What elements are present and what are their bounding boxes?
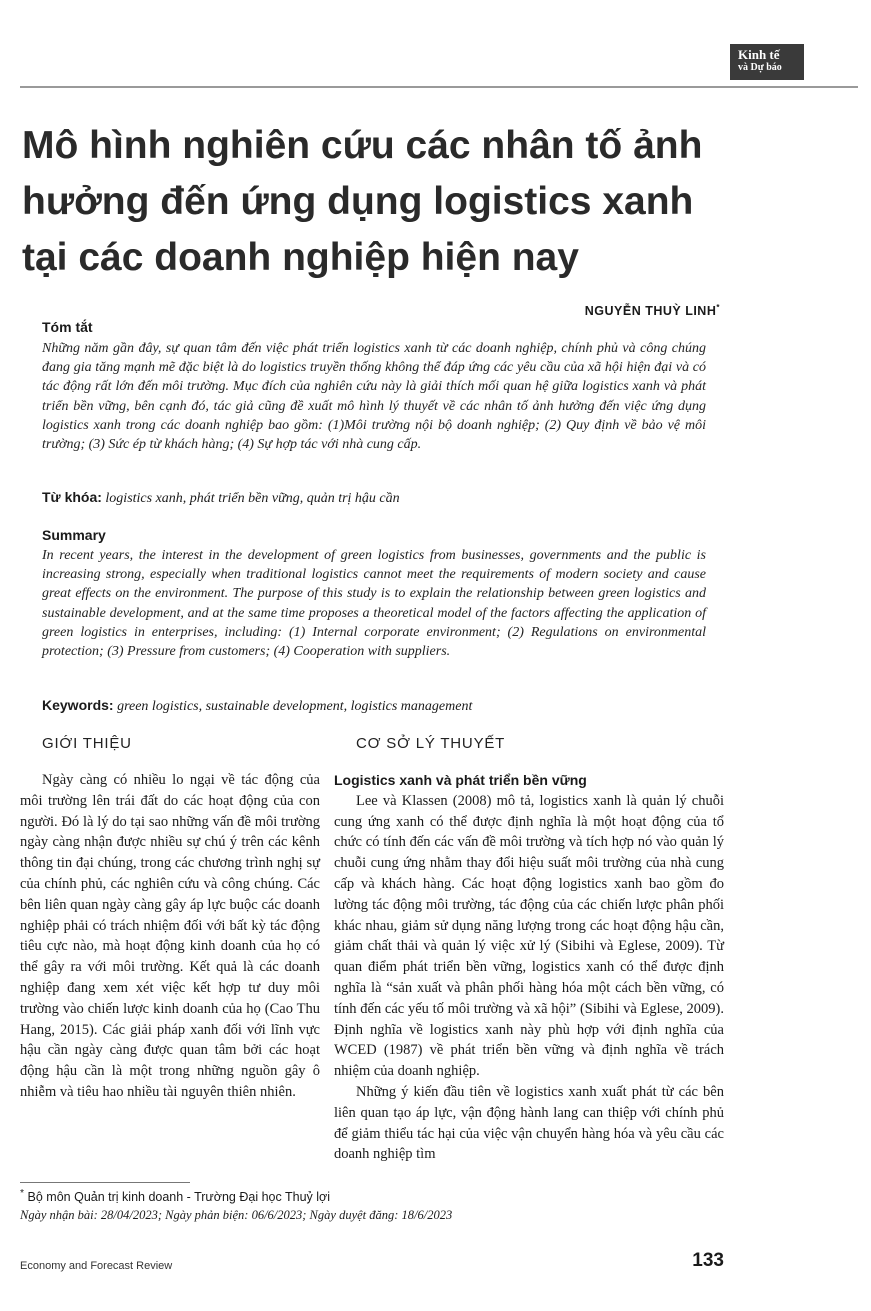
logo-line-2: và Dự báo	[738, 62, 782, 73]
author-text: NGUYỄN THUỲ LINH	[584, 304, 717, 319]
author-name	[470, 303, 720, 318]
intro-column	[20, 770, 320, 1103]
footnote-dates: Ngày nhận bài: 28/04/2023; Ngày phản biện: 06/6/2023; Ngày duyệt đăng: 18/6/2023	[20, 1208, 453, 1222]
theory-heading: CƠ SỞ LÝ THUYẾT	[356, 735, 506, 752]
keywords-vi-label: Từ khóa:	[42, 489, 102, 505]
journal-logo	[730, 44, 804, 80]
abstract-en-heading: Summary	[42, 527, 106, 543]
author-footnote-mark: *	[716, 303, 720, 312]
header-rule	[20, 86, 858, 88]
theory-subheading: Logistics xanh và phát triển bền vững	[334, 772, 587, 788]
intro-paragraph: Ngày càng có nhiều lo ngại về tác động của môi trường lên trái đất do các hoạt động của con người. Đó là lý do tại sao những vấn đề môi trường ngày càng nhận được nhiều sự chú ý trên các kênh thông tin đại chúng, trong các chương trình nghị sự của chính phủ, các nghiên cứu và công chúng. Các bên liên quan ngày càng gây áp lực buộc các doanh nghiệp phải có trách nhiệm đối với bất kỳ tác động tiêu cực nào, mà hoạt động kinh doanh của họ có thể gây ra với môi trường. Kết quả là các doanh nghiệp đang xem xét việc kết hợp tư duy môi trường vào chiến lược kinh doanh của họ (Cao Thu Hang, 2015). Các giải pháp xanh đối với lĩnh vực hậu cần ngày càng được quan tâm bởi các hoạt động hậu cần là một trong những nguồn gây ô nhiễm và tiêu hao nhiều tài nguyên thiên nhiên.	[20, 772, 320, 1100]
abstract-en-text: In recent years, the interest in the development of green logistics from businesses, governments and the public is increasing strong, especially when traditional logistics cannot meet the requirements of modern society and cause great effects on the environment. The purpose of this study is to explain the relationship between green logistics and sustainable development, and at the same time proposes a theoretical model of the factors affecting the application of green logistics in enterprises, including: (1) Internal corporate environment; (2) Regulations on environmental protection; (3) Pressure from customers; (4) Cooperation with suppliers.	[42, 548, 706, 660]
footnote-affiliation	[20, 1188, 330, 1204]
footnote-rule	[20, 1182, 190, 1183]
footnote-mark: *	[20, 1188, 25, 1199]
keywords-vi-value: logistics xanh, phát triển bền vững, quản trị hậu cần	[105, 491, 400, 506]
keywords-en-value: green logistics, sustainable development, logistics management	[117, 699, 473, 714]
intro-heading: GIỚI THIỆU	[42, 735, 132, 752]
page-number: 133	[692, 1250, 724, 1271]
theory-paragraph-2: Những ý kiến đầu tiên về logistics xanh xuất phát từ các bên liên quan tạo áp lực, vận động hành lang can thiệp với chính phủ để giảm thiểu tác hại của việc vận chuyển hàng hóa và yêu cầu các doanh nghiệp tìm	[334, 1083, 724, 1163]
logo-line-1: Kinh tế	[738, 47, 780, 62]
theory-paragraph-1: Lee và Klassen (2008) mô tả, logistics xanh là quản lý chuỗi cung ứng xanh có thể được định nghĩa là một hoạt động của tổ chức có tính đến các vấn đề môi trường và tích hợp nó vào quản lý chuỗi cung ứng nhằm thay đổi hiệu suất môi trường của nhà cung cấp và khách hàng. Các hoạt động logistics xanh bao gồm đo lường tác động môi trường, tác động của các chiến lược phân phối khác nhau, giảm sử dụng năng lượng trong các hoạt động hậu cần, giảm chất thải và quản lý việc xử lý (Sibihi và Eglese, 2009). Từ quan điểm phát triển bền vững, logistics xanh có thể được định nghĩa là “sản xuất và phân phối hàng hóa một cách bền vững, có tính đến các yếu tố môi trường và xã hội” (Sibihi và Eglese, 2009). Định nghĩa về logistics xanh này phù hợp với định nghĩa của WCED (1987) về phát triển bền vững và định nghĩa về trách nhiệm của doanh nghiệp.	[334, 792, 724, 1080]
journal-name: Economy and Forecast Review	[20, 1260, 173, 1272]
abstract-vi-heading: Tóm tắt	[42, 319, 93, 335]
footnote-affiliation-text: Bộ môn Quản trị kinh doanh - Trường Đại học Thuỷ lợi	[27, 1190, 331, 1205]
article-title: Mô hình nghiên cứu các nhân tố ảnh hưởng đến ứng dụng logistics xanh tại các doanh nghiệp hiện nay	[22, 124, 703, 279]
abstract-vi-text: Những năm gần đây, sự quan tâm đến việc phát triển logistics xanh từ các doanh nghiệp, chính phủ và công chúng đang gia tăng mạnh mẽ đặc biệt là do logistics truyền thống không thể đáp ứng các yêu cầu của xã hội hiện đại và có tác động rất lớn đến môi trường. Mục đích của nghiên cứu này là giải thích mối quan hệ giữa logistics xanh và phát triển bền vững, bên cạnh đó, tác giả cũng đề xuất mô hình lý thuyết về các nhân tố ảnh hưởng đến việc ứng dụng logistics xanh trong các doanh nghiệp bao gồm: (1)Môi trường nội bộ doanh nghiệp; (2) Quy định về bảo vệ môi trường; (3) Sức ép từ khách hàng; (4) Sự hợp tác với nhà cung cấp.	[42, 341, 706, 453]
keywords-en-label: Keywords:	[42, 697, 114, 713]
keywords-vi	[42, 489, 706, 507]
theory-column	[334, 770, 724, 1165]
keywords-en	[42, 697, 706, 715]
